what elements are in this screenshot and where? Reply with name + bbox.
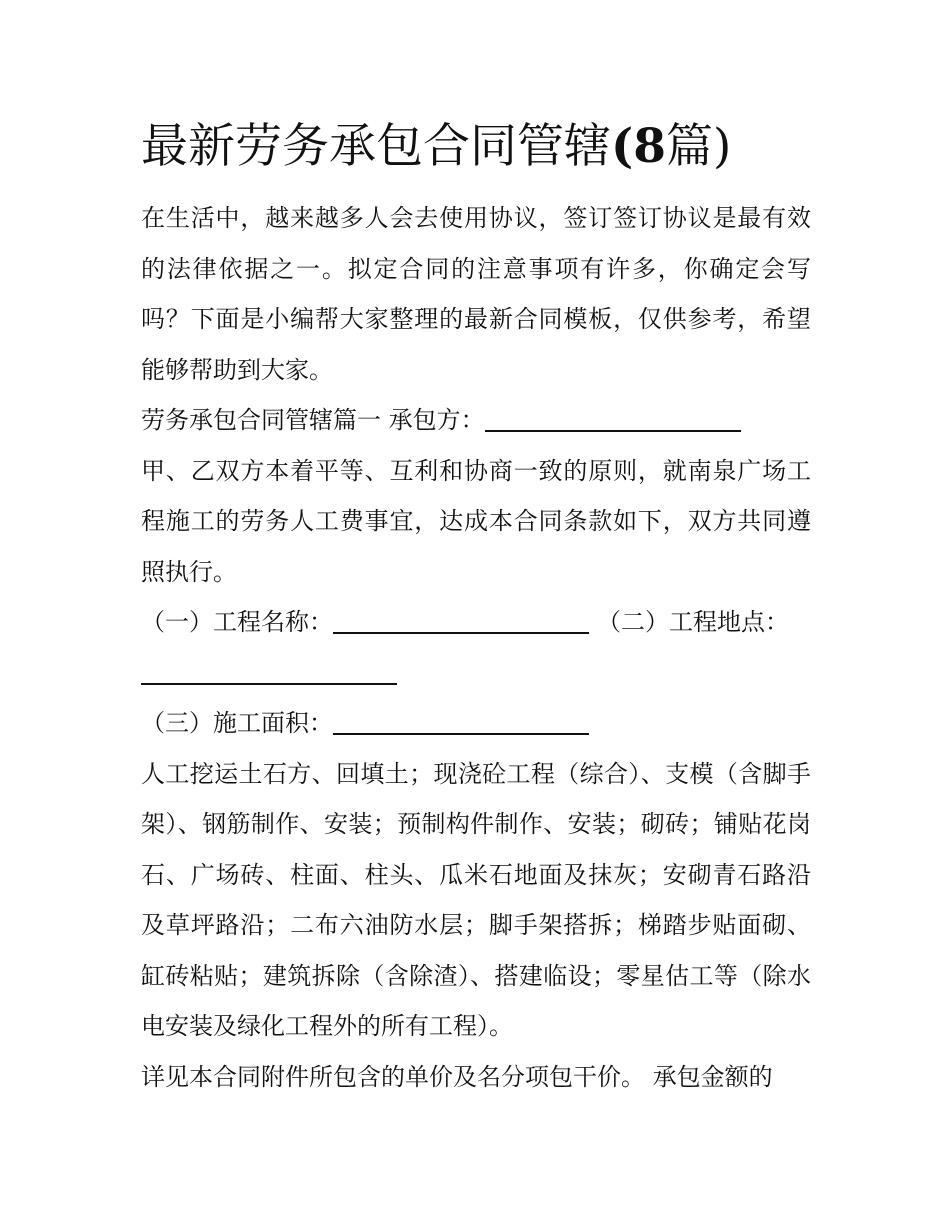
intro-paragraph: 在生活中，越来越多人会去使用协议，签订签订协议是最有效的法律依据之一。拟定合同的注意事项有许多，你确定会写吗？下面是小编帮大家整理的最新合同模板，仅供参考，希望能够帮助到大家。: [141, 204, 811, 384]
principle-paragraph: 甲、乙双方本着平等、互利和协商一致的原则，就南泉广场工程施工的劳务人工费事宜，达成本合同条款如下，双方共同遵照执行。: [141, 456, 811, 586]
document-page: [141, 112, 811, 1102]
title-count: (8: [611, 119, 666, 174]
item2-blank-line: [141, 648, 811, 699]
title-main: 最新劳务承包合同管辖: [141, 119, 611, 174]
item2-label: （二）工程地点：: [597, 608, 789, 636]
item1-label: （一）工程名称：: [141, 608, 333, 636]
scope-paragraph: 人工挖运土石方、回填土；现浇砼工程（综合）、支模（含脚手架）、钢筋制作、安装；预制构件制作、安装；砌砖；铺贴花岗石、广场砖、柱面、柱头、瓜米石地面及抹灰；安砌青石路沿及草坪路沿；二布六油防水层；脚手架搭拆；梯踏步贴面砌、缸砖粘贴；建筑拆除（含除渣）、搭建临设；零星估工等（除水电安装及绿化工程外的所有工程）。: [141, 759, 811, 1040]
item3-line: [141, 698, 811, 749]
contractor-blank: [485, 430, 741, 432]
section1-heading-line: [141, 395, 811, 446]
construction-area-blank: [333, 733, 589, 735]
project-location-blank: [141, 683, 397, 685]
details-paragraph: 详见本合同附件所包含的单价及名分项包干价。 承包金额的: [141, 1062, 773, 1091]
item3-label: （三）施工面积：: [141, 709, 333, 737]
document-title: [141, 112, 811, 182]
title-suffix: 篇): [665, 119, 732, 174]
item1-item2-line: [141, 597, 811, 648]
section1-heading: 劳务承包合同管辖篇一 承包方：: [141, 406, 485, 434]
project-name-blank: [333, 632, 589, 634]
